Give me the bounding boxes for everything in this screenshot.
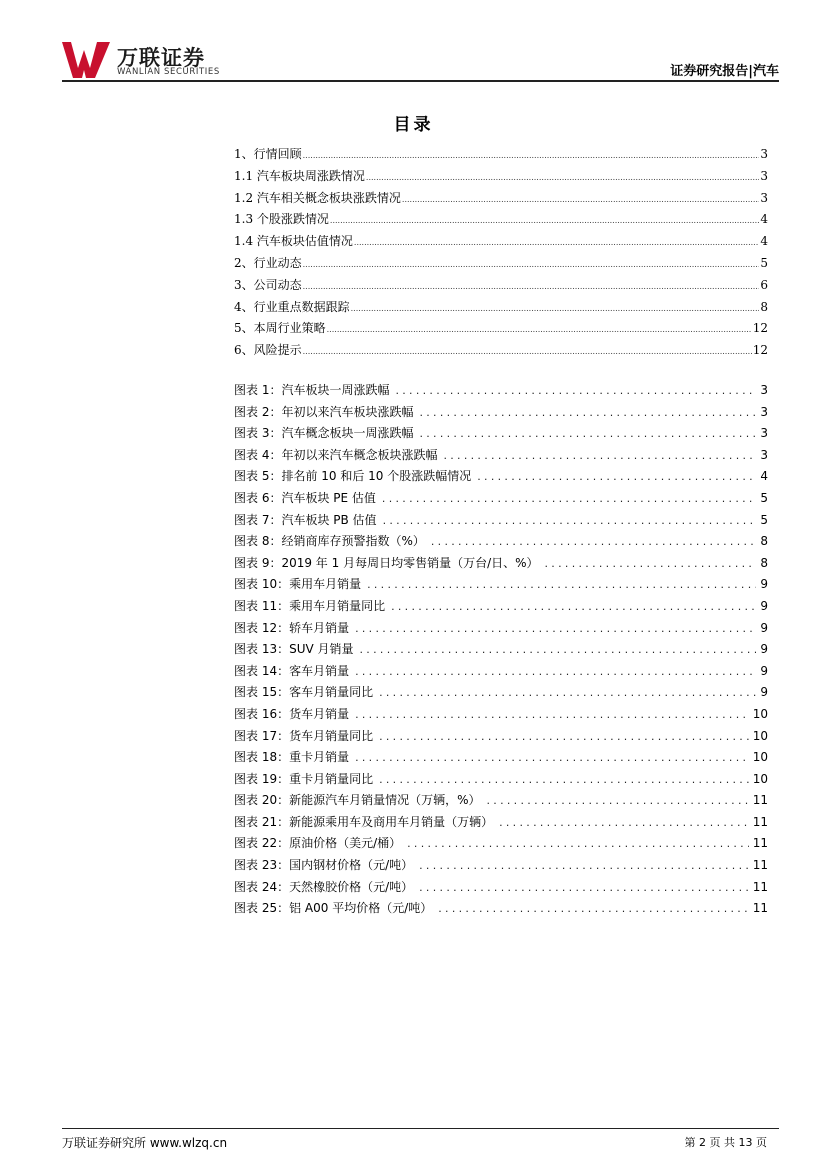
figure-entry-page: 3	[760, 447, 768, 462]
figure-entry-title: 图表 7：汽车板块 PB 估值	[234, 512, 377, 527]
figure-entry-page: 9	[760, 598, 768, 613]
figure-entry-title: 图表 22：原油价格（美元/桶）	[234, 836, 402, 851]
dot-leader	[419, 881, 749, 894]
figure-entry[interactable]	[234, 532, 768, 554]
toc-entry[interactable]	[234, 298, 768, 320]
figure-entry-title: 图表 15：客车月销量同比	[234, 685, 374, 700]
figure-entry[interactable]	[234, 619, 768, 641]
figure-entry-page: 3	[760, 383, 768, 397]
toc-entry-title: 3、公司动态	[234, 277, 302, 292]
figure-entry[interactable]	[234, 899, 768, 921]
dot-leader	[355, 665, 756, 678]
dot-leader	[477, 470, 756, 483]
toc-entry-title: 1.3 个股涨跌情况	[234, 212, 329, 227]
dot-leader	[419, 859, 749, 872]
dot-leader	[351, 304, 760, 313]
figure-entry[interactable]	[234, 381, 768, 403]
toc-entry-title: 2、行业动态	[234, 255, 302, 270]
figure-entry-title: 图表 2：年初以来汽车板块涨跌幅	[234, 404, 414, 419]
figure-entry-page: 10	[752, 771, 768, 786]
figure-entry-title: 图表 25：铝 A00 平均价格（元/吨）	[234, 901, 433, 916]
dot-leader	[379, 773, 749, 786]
figure-entry[interactable]	[234, 748, 768, 770]
figure-entry-page: 4	[760, 469, 768, 484]
dot-leader	[383, 514, 757, 527]
figure-entry-title: 图表 10：乘用车月销量	[234, 577, 362, 592]
toc-entry[interactable]	[234, 167, 768, 189]
dot-leader	[487, 794, 749, 807]
figure-entry-page: 9	[760, 685, 768, 700]
dot-leader	[431, 535, 757, 548]
logo-name-cn: 万联证券	[117, 46, 205, 70]
dot-leader	[395, 384, 756, 397]
toc-entry-page: 12	[752, 343, 768, 358]
dot-leader	[419, 406, 756, 419]
figure-entry-title: 图表 18：重卡月销量	[234, 750, 350, 765]
toc-heading: 目录	[393, 115, 434, 135]
figure-entry-page: 10	[752, 706, 768, 721]
figure-entry-page: 10	[752, 750, 768, 765]
figure-entry[interactable]	[234, 770, 768, 792]
figure-entry-title: 图表 17：货车月销量同比	[234, 728, 374, 743]
figure-entry[interactable]	[234, 575, 768, 597]
figure-entry-title: 图表 11：乘用车月销量同比	[234, 598, 386, 613]
toc-entry-title: 1、行情回顾	[234, 147, 302, 161]
dot-leader	[366, 173, 759, 182]
figure-entry[interactable]	[234, 834, 768, 856]
figure-entry-title: 图表 9：2019 年 1 月每周日均零售销量（万台/日、%）	[234, 555, 539, 570]
figure-entry[interactable]	[234, 878, 768, 900]
toc-entry[interactable]	[234, 189, 768, 211]
figure-entry[interactable]	[234, 791, 768, 813]
dot-leader	[327, 325, 752, 334]
figure-entry-page: 9	[760, 663, 768, 678]
figure-entry[interactable]	[234, 403, 768, 425]
figure-entry-page: 8	[760, 555, 768, 570]
figure-entry[interactable]	[234, 489, 768, 511]
page-number: 第 2 页 共 13 页	[684, 1136, 767, 1149]
dot-leader	[379, 730, 749, 743]
figure-entry[interactable]	[234, 662, 768, 684]
toc-entry-page: 3	[760, 168, 768, 183]
toc-entry[interactable]	[234, 145, 768, 167]
page-header	[0, 0, 827, 82]
figure-entry-page: 11	[752, 901, 768, 916]
dot-leader	[303, 347, 752, 356]
dot-leader	[402, 195, 759, 204]
figure-entry-title: 图表 24：天然橡胶价格（元/吨）	[234, 879, 414, 894]
figure-entry-page: 11	[752, 793, 768, 808]
figure-entry-page: 3	[760, 404, 768, 419]
toc-entry[interactable]	[234, 319, 768, 341]
dot-leader	[367, 578, 756, 591]
figure-entry-page: 5	[760, 512, 768, 527]
figure-entry-title: 图表 20：新能源汽车月销量情况（万辆，%）	[234, 793, 481, 808]
dot-leader	[438, 902, 748, 915]
toc-entry[interactable]	[234, 210, 768, 232]
toc-entry-page: 12	[752, 321, 768, 336]
dot-leader	[382, 492, 756, 505]
figure-entry[interactable]	[234, 705, 768, 727]
figure-entry-page: 11	[752, 879, 768, 894]
figure-entry-page: 9	[760, 620, 768, 635]
dot-leader	[407, 837, 749, 850]
figure-entry[interactable]	[234, 683, 768, 705]
toc-entry-title: 6、风险提示	[234, 343, 302, 358]
figure-entry-title: 图表 16：货车月销量	[234, 706, 350, 721]
dot-leader	[443, 449, 756, 462]
figure-entry[interactable]	[234, 727, 768, 749]
figure-entry-page: 8	[760, 534, 768, 549]
dot-leader	[355, 751, 749, 764]
figure-list	[234, 381, 768, 921]
figure-entry-title: 图表 14：客车月销量	[234, 663, 350, 678]
dot-leader	[303, 282, 760, 291]
figure-entry-title: 图表 23：国内钢材价格（元/吨）	[234, 858, 414, 873]
report-category-label: 证券研究报告|汽车	[670, 64, 779, 79]
figure-entry[interactable]	[234, 554, 768, 576]
footer-divider	[62, 1128, 779, 1129]
figure-entry-title: 图表 1：汽车板块一周涨跌幅	[234, 383, 390, 397]
figure-entry-title: 图表 21：新能源乘用车及商用车月销量（万辆）	[234, 814, 494, 829]
figure-entry-title: 图表 6：汽车板块 PE 估值	[234, 490, 376, 505]
footer-source: 万联证券研究所 www.wlzq.cn	[62, 1136, 228, 1150]
dot-leader	[354, 238, 759, 247]
toc-entry[interactable]	[234, 232, 768, 254]
figure-entry-title: 图表 19：重卡月销量同比	[234, 771, 374, 786]
figure-entry-title: 图表 4：年初以来汽车概念板块涨跌幅	[234, 447, 438, 462]
figure-entry[interactable]	[234, 424, 768, 446]
figure-entry-page: 11	[752, 858, 768, 873]
header-divider	[62, 80, 779, 82]
toc-entry-page: 3	[760, 190, 768, 205]
toc-entry-page: 3	[760, 147, 768, 161]
toc-entry[interactable]	[234, 341, 768, 363]
toc-entry-title: 1.4 汽车板块估值情况	[234, 234, 353, 249]
figure-entry-title: 图表 8：经销商库存预警指数（%）	[234, 534, 425, 549]
figure-entry-page: 9	[760, 577, 768, 592]
figure-entry[interactable]	[234, 813, 768, 835]
dot-leader	[379, 686, 756, 699]
toc-entry-title: 4、行业重点数据跟踪	[234, 299, 350, 314]
toc-entry-title: 5、本周行业策略	[234, 321, 326, 336]
figure-entry-page: 11	[752, 814, 768, 829]
toc-entry-title: 1.1 汽车板块周涨跌情况	[234, 168, 365, 183]
dot-leader	[391, 600, 756, 613]
dot-leader	[330, 216, 759, 225]
toc-entry-page: 5	[760, 255, 768, 270]
dot-leader	[303, 151, 760, 160]
figure-entry[interactable]	[234, 511, 768, 533]
figure-entry-title: 图表 3：汽车概念板块一周涨跌幅	[234, 426, 414, 441]
logo-name-en: WANLIAN SECURITIES	[117, 67, 220, 77]
toc-entry[interactable]	[234, 276, 768, 298]
toc-entry-title: 1.2 汽车相关概念板块涨跌情况	[234, 190, 401, 205]
dot-leader	[355, 622, 756, 635]
figure-entry-page: 3	[760, 426, 768, 441]
dot-leader	[545, 557, 757, 570]
figure-entry-page: 9	[760, 642, 768, 657]
toc-entry-page: 6	[760, 277, 768, 292]
figure-entry-title: 图表 12：轿车月销量	[234, 620, 350, 635]
toc-entry-page: 4	[760, 234, 768, 249]
toc-entry-page: 4	[760, 212, 768, 227]
wanlian-logo-icon	[62, 42, 110, 78]
figure-entry-title: 图表 5：排名前 10 和后 10 个股涨跌幅情况	[234, 469, 472, 484]
dot-leader	[355, 708, 749, 721]
figure-entry[interactable]	[234, 597, 768, 619]
figure-entry-page: 10	[752, 728, 768, 743]
toc-entry[interactable]	[234, 254, 768, 276]
dot-leader	[360, 643, 757, 656]
dot-leader	[499, 816, 749, 829]
figure-entry[interactable]	[234, 856, 768, 878]
dot-leader	[419, 427, 756, 440]
dot-leader	[303, 260, 760, 269]
figure-entry-page: 5	[760, 490, 768, 505]
figure-entry-page: 11	[752, 836, 768, 851]
figure-entry-title: 图表 13：SUV 月销量	[234, 642, 354, 657]
figure-entry[interactable]	[234, 467, 768, 489]
figure-entry[interactable]	[234, 640, 768, 662]
figure-entry[interactable]	[234, 446, 768, 468]
table-of-contents	[234, 145, 768, 363]
toc-entry-page: 8	[760, 299, 768, 314]
